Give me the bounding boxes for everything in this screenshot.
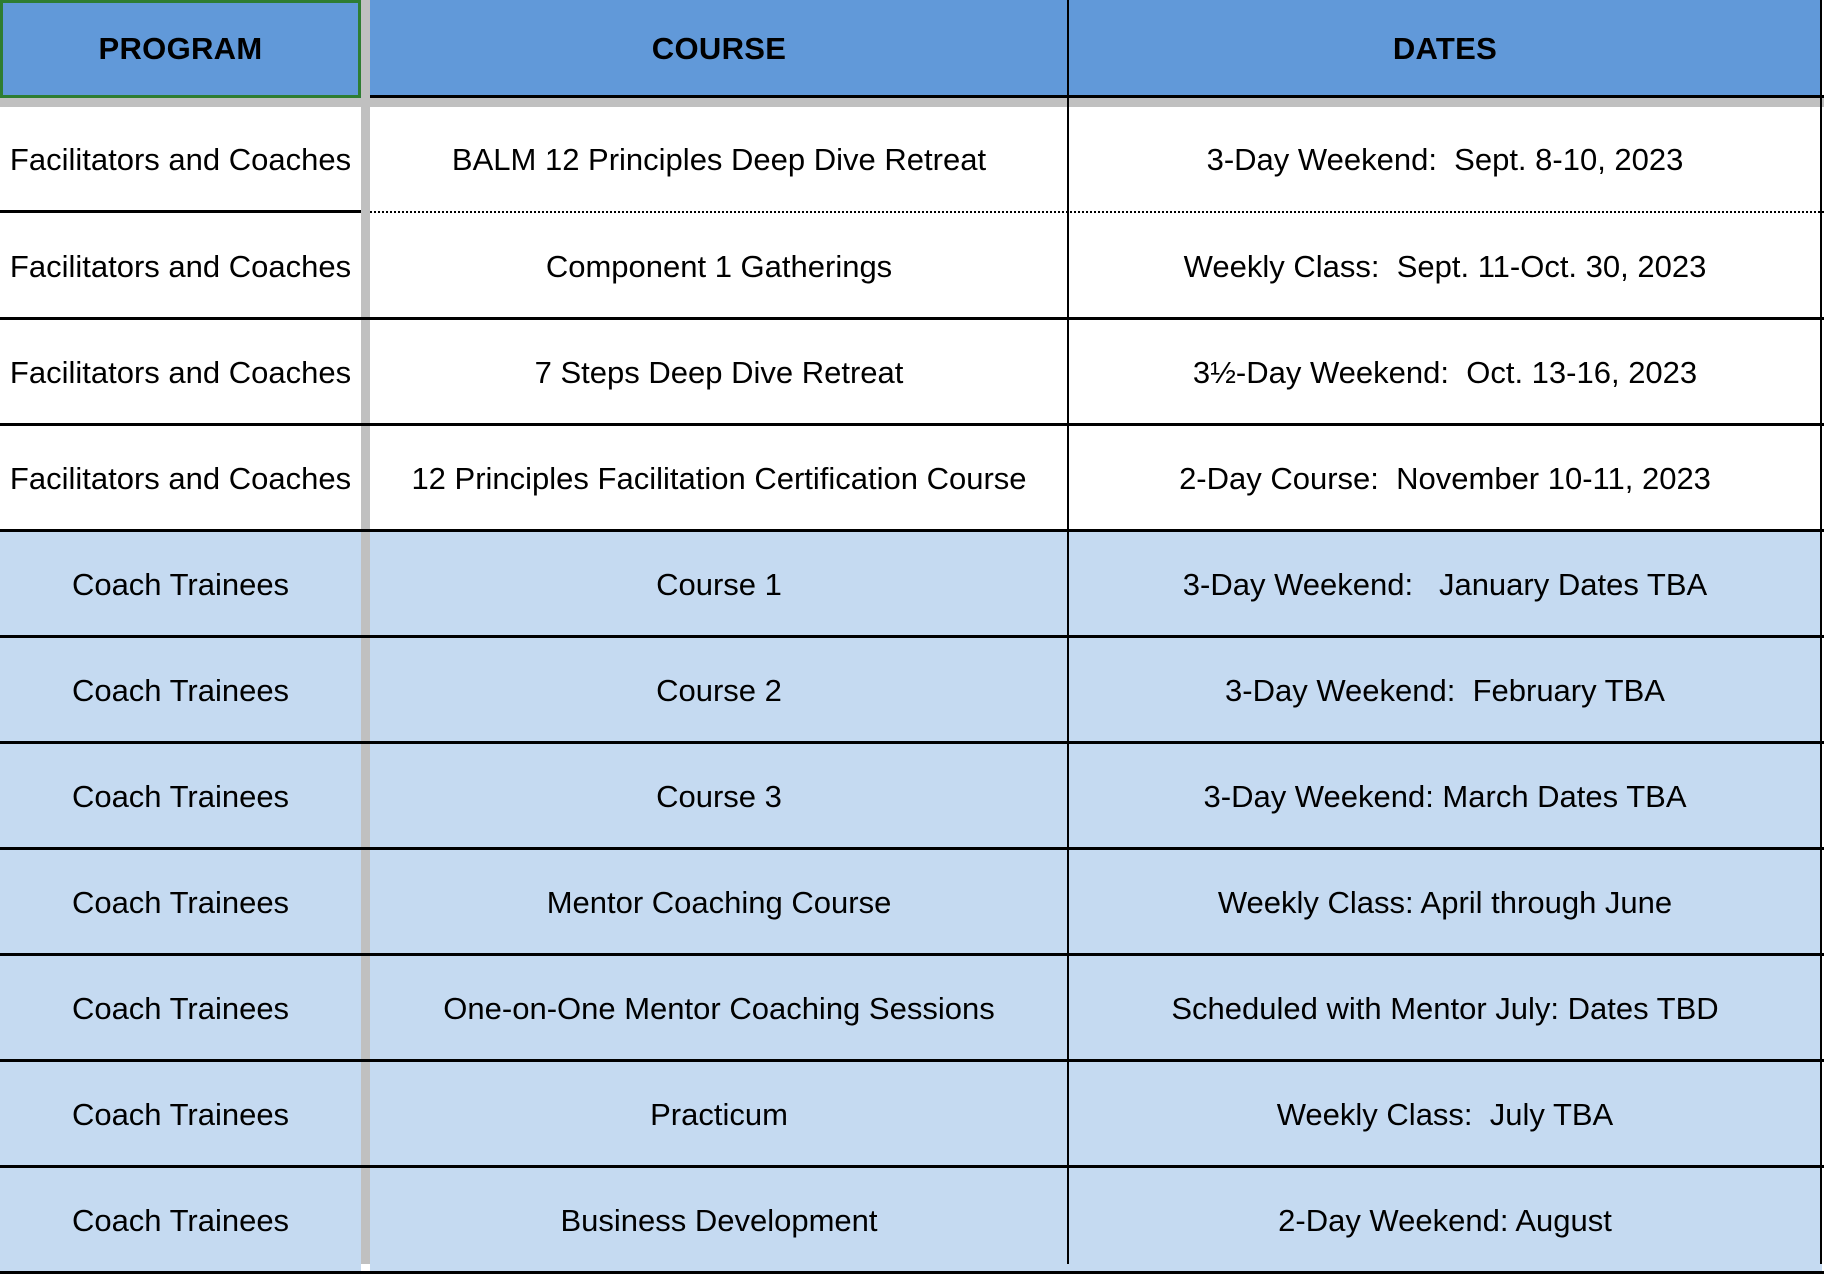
header-program-cell[interactable] xyxy=(0,0,361,98)
cell-course[interactable] xyxy=(370,1168,1068,1274)
column-border xyxy=(1820,0,1822,1264)
dates-text: Weekly Class: July TBA xyxy=(1276,1097,1614,1132)
program-text: Coach Trainees xyxy=(71,673,290,708)
cell-dates[interactable] xyxy=(1068,107,1822,213)
dates-text: Weekly Class: April through June xyxy=(1217,885,1673,920)
course-text: 12 Principles Facilitation Certification Course xyxy=(411,461,1027,496)
cell-dates[interactable] xyxy=(1068,744,1822,850)
course-text: Mentor Coaching Course xyxy=(546,885,892,920)
table-row xyxy=(0,1168,1824,1274)
course-text: Component 1 Gatherings xyxy=(545,249,893,284)
cell-dates[interactable] xyxy=(1068,426,1822,532)
cell-course[interactable] xyxy=(370,426,1068,532)
program-text: Coach Trainees xyxy=(71,567,290,602)
cell-dates[interactable] xyxy=(1068,1062,1822,1168)
program-text: Facilitators and Coaches xyxy=(9,142,352,177)
header-course-label: COURSE xyxy=(651,31,787,66)
cell-dates[interactable] xyxy=(1068,1168,1822,1274)
cell-dates[interactable] xyxy=(1068,320,1822,426)
dates-text: 3-Day Weekend: Sept. 8-10, 2023 xyxy=(1206,142,1684,177)
dates-text: 3½-Day Weekend: Oct. 13-16, 2023 xyxy=(1192,355,1698,390)
header-border xyxy=(370,95,1824,98)
cell-program[interactable] xyxy=(0,744,361,850)
cell-dates[interactable] xyxy=(1068,956,1822,1062)
table-row xyxy=(0,744,1824,850)
cell-dates[interactable] xyxy=(1068,532,1822,638)
table-row xyxy=(0,956,1824,1062)
cell-program[interactable] xyxy=(0,532,361,638)
cell-course[interactable] xyxy=(370,956,1068,1062)
table-row xyxy=(0,1062,1824,1168)
cell-course[interactable] xyxy=(370,744,1068,850)
header-course-cell[interactable] xyxy=(370,0,1068,98)
table-row xyxy=(0,850,1824,956)
course-text: Practicum xyxy=(650,1097,788,1132)
course-text: Course 3 xyxy=(656,779,782,814)
column-border xyxy=(1067,0,1069,1264)
course-text: Business Development xyxy=(560,1203,878,1238)
cell-program[interactable] xyxy=(0,320,361,426)
cell-program[interactable] xyxy=(0,638,361,744)
dates-text: 2-Day Course: November 10-11, 2023 xyxy=(1179,461,1711,496)
cell-program[interactable] xyxy=(0,1062,361,1168)
program-text: Facilitators and Coaches xyxy=(9,461,352,496)
table-row xyxy=(0,426,1824,532)
table-row xyxy=(0,532,1824,638)
cell-program[interactable] xyxy=(0,214,361,320)
course-text: Course 1 xyxy=(656,567,782,602)
cell-program[interactable] xyxy=(0,850,361,956)
table-row xyxy=(0,320,1824,426)
cell-course[interactable] xyxy=(370,850,1068,956)
header-dates-label: DATES xyxy=(1392,31,1498,66)
cell-course[interactable] xyxy=(370,320,1068,426)
dates-text: 3-Day Weekend: January Dates TBA xyxy=(1182,567,1708,602)
program-text: Coach Trainees xyxy=(71,779,290,814)
cell-program[interactable] xyxy=(0,107,361,213)
header-dates-cell[interactable] xyxy=(1068,0,1822,98)
cell-course[interactable] xyxy=(370,638,1068,744)
cell-course[interactable] xyxy=(370,1062,1068,1168)
cell-program[interactable] xyxy=(0,426,361,532)
row-border xyxy=(0,210,361,213)
program-text: Coach Trainees xyxy=(71,885,290,920)
program-text: Coach Trainees xyxy=(71,1097,290,1132)
frozen-row-divider[interactable] xyxy=(0,98,1824,107)
cell-program[interactable] xyxy=(0,1168,361,1274)
table-row xyxy=(0,214,1824,320)
row-border-dotted xyxy=(370,211,1824,213)
cell-course[interactable] xyxy=(370,107,1068,213)
cell-dates[interactable] xyxy=(1068,638,1822,744)
dates-text: Scheduled with Mentor July: Dates TBD xyxy=(1171,991,1719,1026)
program-text: Facilitators and Coaches xyxy=(9,355,352,390)
course-text: One-on-One Mentor Coaching Sessions xyxy=(443,991,995,1026)
cell-program[interactable] xyxy=(0,956,361,1062)
dates-text: 2-Day Weekend: August xyxy=(1278,1203,1612,1238)
table-row xyxy=(0,107,1824,213)
table-row xyxy=(0,638,1824,744)
header-row xyxy=(0,0,1824,98)
course-text: 7 Steps Deep Dive Retreat xyxy=(534,355,904,390)
program-text: Facilitators and Coaches xyxy=(9,249,352,284)
cell-dates[interactable] xyxy=(1068,850,1822,956)
dates-text: 3-Day Weekend: February TBA xyxy=(1225,673,1665,708)
header-program-label: PROGRAM xyxy=(98,31,263,66)
cell-course[interactable] xyxy=(370,532,1068,638)
dates-text: 3-Day Weekend: March Dates TBA xyxy=(1203,779,1687,814)
program-text: Coach Trainees xyxy=(71,991,290,1026)
course-text: Course 2 xyxy=(656,673,782,708)
cell-dates[interactable] xyxy=(1068,214,1822,320)
program-text: Coach Trainees xyxy=(71,1203,290,1238)
course-text: BALM 12 Principles Deep Dive Retreat xyxy=(451,142,987,177)
dates-text: Weekly Class: Sept. 11-Oct. 30, 2023 xyxy=(1183,249,1707,284)
cell-course[interactable] xyxy=(370,214,1068,320)
